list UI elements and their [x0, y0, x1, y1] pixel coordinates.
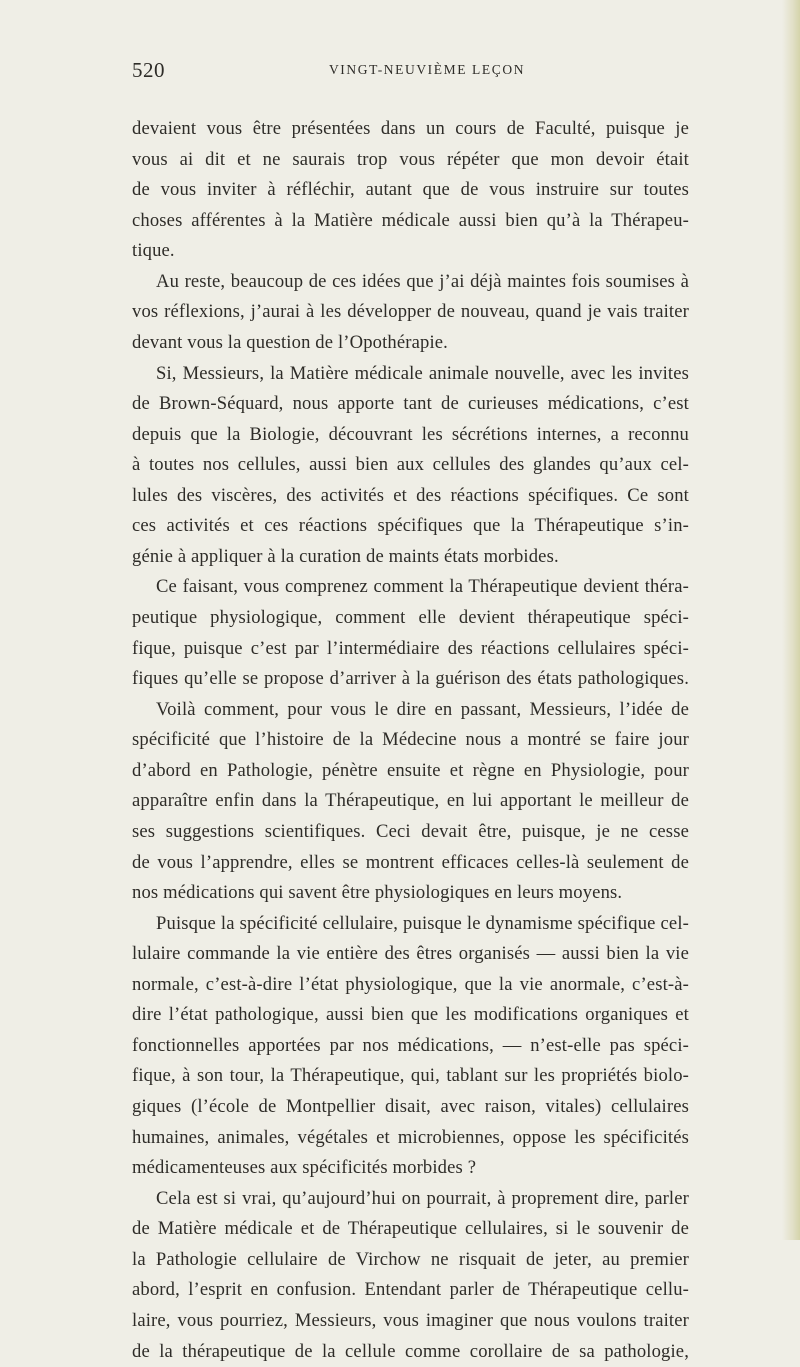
text-line: nos médications qui savent être physiologiques en leurs moyens. [132, 878, 689, 909]
text-line: la Pathologie cellulaire de Virchow ne risquait de jeter, au premier [132, 1245, 689, 1276]
text-line: fique, à son tour, la Thérapeutique, qui, tablant sur les propriétés biolo- [132, 1061, 689, 1092]
text-line: humaines, animales, végétales et microbiennes, oppose les spécificités [132, 1123, 689, 1154]
text-line: à toutes nos cellules, aussi bien aux cellules des glandes qu’aux cel- [132, 450, 689, 481]
text-line: devant vous la question de l’Opothérapie. [132, 328, 689, 359]
text-line: fonctionnelles apportées par nos médications, — n’est-elle pas spéci- [132, 1031, 689, 1062]
text-line: d’abord en Pathologie, pénètre ensuite et règne en Physiologie, pour [132, 756, 689, 787]
text-line: génie à appliquer à la curation de maints états morbides. [132, 542, 689, 573]
text-line: de Brown-Séquard, nous apporte tant de curieuses médications, c’est [132, 389, 689, 420]
text-line: choses afférentes à la Matière médicale aussi bien qu’à la Thérapeu- [132, 206, 689, 237]
text-line: fiques qu’elle se propose d’arriver à la guérison des états pathologiques. [132, 664, 689, 695]
text-line: de vous l’apprendre, elles se montrent efficaces celles-là seulement de [132, 848, 689, 879]
text-line: fique, puisque c’est par l’intermédiaire des réactions cellulaires spéci- [132, 634, 689, 665]
page-number: 520 [132, 58, 165, 83]
text-line: de vous inviter à réfléchir, autant que de vous instruire sur toutes [132, 175, 689, 206]
text-line: peutique physiologique, comment elle devient thérapeutique spéci- [132, 603, 689, 634]
text-line: apparaître enfin dans la Thérapeutique, en lui apportant le meilleur de [132, 786, 689, 817]
text-line: abord, l’esprit en confusion. Entendant parler de Thérapeutique cellu- [132, 1275, 689, 1306]
text-line: Si, Messieurs, la Matière médicale animale nouvelle, avec les invites [132, 359, 689, 390]
text-line: de la thérapeutique de la cellule comme corollaire de sa pathologie, [132, 1337, 689, 1367]
text-line: depuis que la Biologie, découvrant les sécrétions internes, a reconnu [132, 420, 689, 451]
text-line: de Matière médicale et de Thérapeutique cellulaires, si le souvenir de [132, 1214, 689, 1245]
text-line: Puisque la spécificité cellulaire, puisque le dynamisme spécifique cel- [132, 909, 689, 940]
text-line: Au reste, beaucoup de ces idées que j’ai déjà maintes fois soumises à [132, 267, 689, 298]
text-line: spécificité que l’histoire de la Médecine nous a montré se faire jour [132, 725, 689, 756]
text-line: vous ai dit et ne saurais trop vous répéter que mon devoir était [132, 145, 689, 176]
text-line: lulaire commande la vie entière des êtres organisés — aussi bien la vie [132, 939, 689, 970]
text-line: tique. [132, 236, 689, 267]
text-line: Cela est si vrai, qu’aujourd’hui on pourrait, à proprement dire, parler [132, 1184, 689, 1215]
text-line: laire, vous pourriez, Messieurs, vous imaginer que nous voulons traiter [132, 1306, 689, 1337]
text-line: lules des viscères, des activités et des réactions spécifiques. Ce sont [132, 481, 689, 512]
text-line: normale, c’est-à-dire l’état physiologique, que la vie anormale, c’est-à- [132, 970, 689, 1001]
text-line: médicamenteuses aux spécificités morbides ? [132, 1153, 689, 1184]
page-header [132, 58, 692, 84]
text-line: dire l’état pathologique, aussi bien que les modifications organiques et [132, 1000, 689, 1031]
text-line: ces activités et ces réactions spécifiques que la Thérapeutique s’in- [132, 511, 689, 542]
text-line: devaient vous être présentées dans un cours de Faculté, puisque je [132, 114, 689, 145]
text-line: ses suggestions scientifiques. Ceci devait être, puisque, je ne cesse [132, 817, 689, 848]
body-text [132, 114, 689, 1367]
text-line: vos réflexions, j’aurai à les développer de nouveau, quand je vais traiter [132, 297, 689, 328]
text-line: Voilà comment, pour vous le dire en passant, Messieurs, l’idée de [132, 695, 689, 726]
text-line: Ce faisant, vous comprenez comment la Thérapeutique devient théra- [132, 572, 689, 603]
text-line: giques (l’école de Montpellier disait, avec raison, vitales) cellulaires [132, 1092, 689, 1123]
page-edge-stain [782, 0, 800, 1240]
running-title: VINGT-NEUVIÈME LEÇON [132, 62, 692, 78]
